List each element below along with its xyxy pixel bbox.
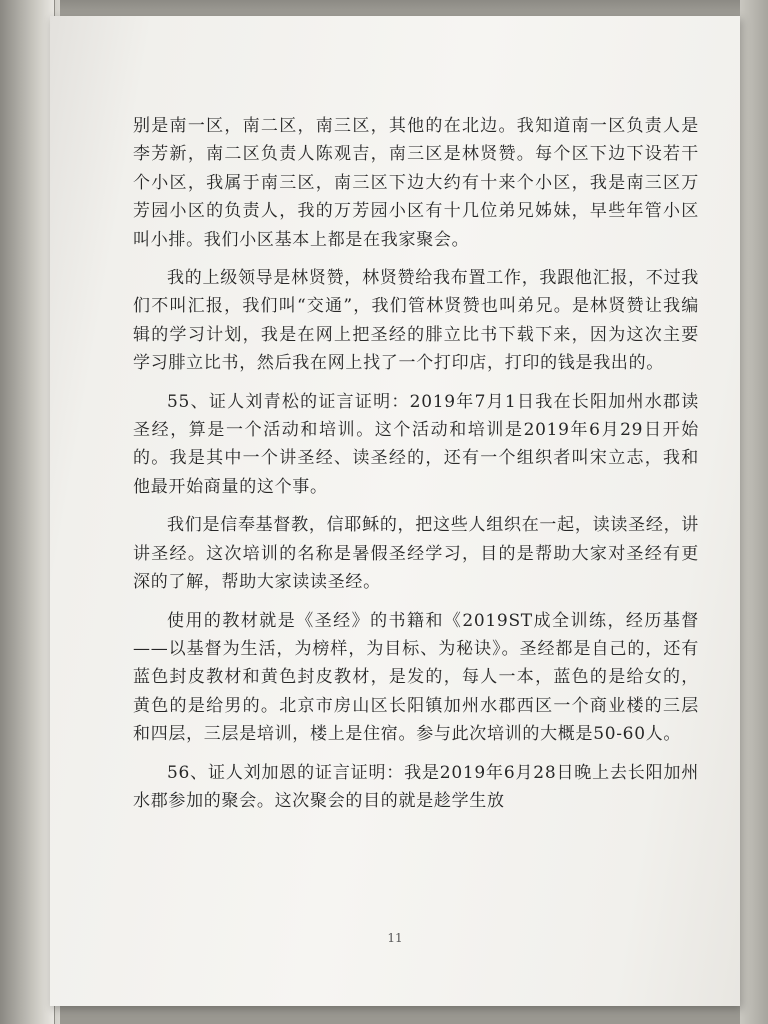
previous-page-edge [0, 0, 55, 1024]
paragraph-witness-56: 56、证人刘加恩的证言证明：我是2019年6月28日晚上去长阳加州水郡参加的聚会。这次聚会的目的就是趁学生放 [133, 762, 699, 811]
page-number: 11 [387, 931, 403, 945]
paragraph-training-purpose: 我们是信奉基督教，信耶稣的，把这些人组织在一起，读读圣经，讲讲圣经。这次培训的名称是暑假圣经学习，目的是帮助大家对圣经有更深的了解，帮助大家读读圣经。 [133, 515, 699, 593]
page-body [133, 112, 699, 825]
document-page [50, 16, 740, 1006]
paragraph-training-materials: 使用的教材就是《圣经》的书籍和《2019ST成全训练，经历基督——以基督为生活，为榜样，为目标、为秘诀》。圣经都是自己的，还有蓝色封皮教材和黄色封皮教材，是发的，每人一本，蓝色的是给女的，黄色的是给男的。北京市房山区长阳镇加州水郡西区一个商业楼的三层和四层，三层是培训，楼上是住宿。参与此次培训的大概是50-60人。 [133, 610, 699, 745]
paragraph-supervisor: 我的上级领导是林贤赞，林贤赞给我布置工作，我跟他汇报，不过我们不叫汇报，我们叫“交通”，我们管林贤赞也叫弟兄。是林贤赞让我编辑的学习计划，我是在网上把圣经的腓立比书下载下来，因为这次主要学习腓立比书，然后我在网上找了一个打印店，打印的钱是我出的。 [133, 268, 699, 374]
desk-background-right [740, 0, 768, 1024]
paragraph-continued: 别是南一区，南二区，南三区，其他的在北边。我知道南一区负责人是李芳新，南二区负责人陈观吉，南三区是林贤赞。每个区下边下设若干个小区，我属于南三区，南三区下边大约有十来个小区，我是南三区万芳园小区的负责人，我的万芳园小区有十几位弟兄姊妹，早些年管小区叫小排。我们小区基本上都是在我家聚会。 [133, 116, 699, 250]
paragraph-witness-55: 55、证人刘青松的证言证明：2019年7月1日我在长阳加州水郡读圣经，算是一个活动和培训。这个活动和培训是2019年6月29日开始的。我是其中一个讲圣经、读圣经的，还有一个组织者叫宋立志，我和他最开始商量的这个事。 [133, 391, 699, 497]
